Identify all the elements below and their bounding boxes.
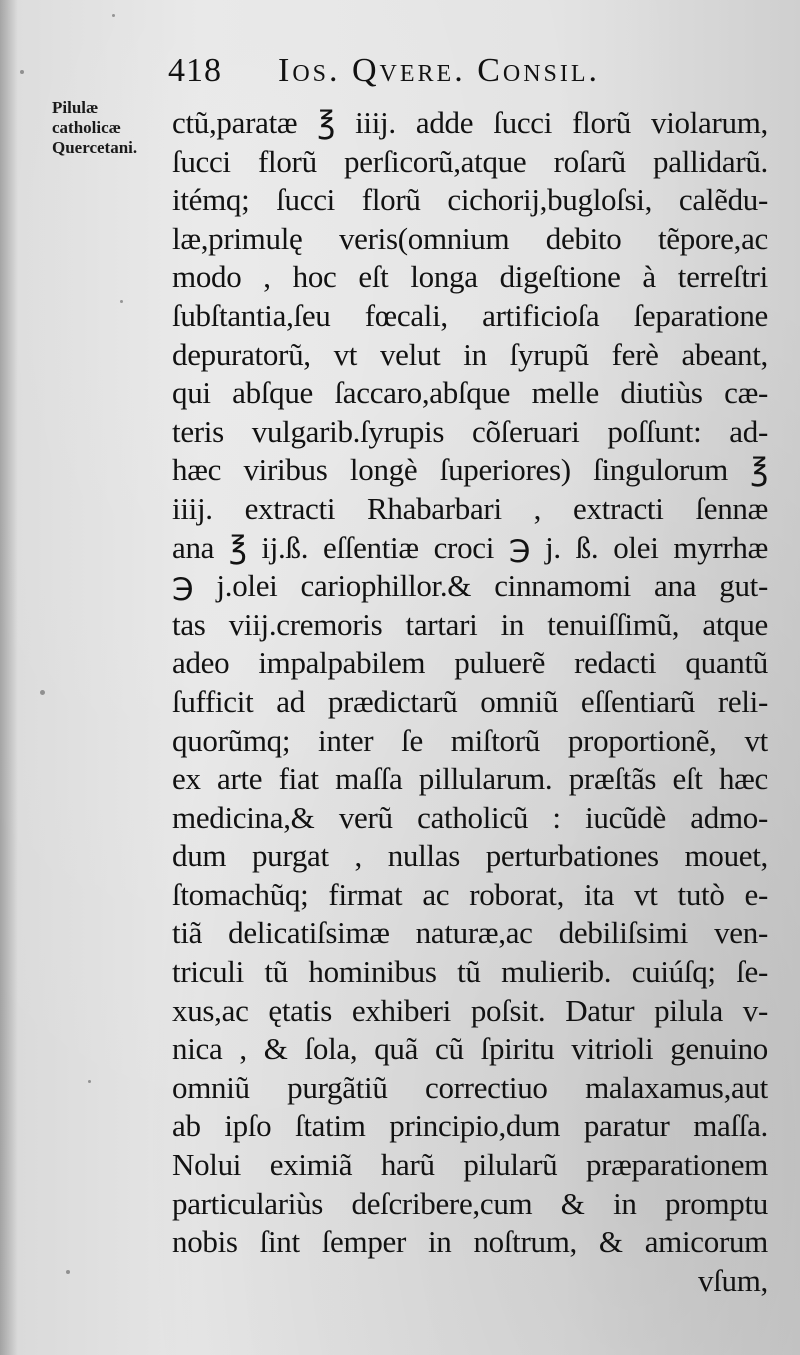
text-line: ſufficit ad prædictarũ omniũ eſſentiarũ reli-: [172, 683, 768, 719]
text-line: dum purgat , nullas perturbationes mouet,: [172, 838, 768, 874]
text-line: ana ℥ ij.ß. eſſentiæ croci ℈ j. ß. olei myrrhæ: [172, 529, 768, 565]
text-line: depuratorũ, vt velut in ſyrupũ ferè abeant,: [172, 336, 768, 372]
running-head: Ios. Qvere. Consil.: [278, 52, 601, 89]
text-line: omniũ purgãtiũ correctiuo malaxamus,aut: [172, 1069, 768, 1105]
page-gutter-shadow: [0, 0, 18, 1355]
text-line: medicina,& verũ catholicũ : iucũdè admo-: [172, 799, 768, 835]
text-line: modo , hoc eſt longa digeſtione à terreſtri: [172, 259, 768, 295]
marginal-note-line: Pilulæ: [52, 98, 99, 117]
text-line: itémq; ſucci florũ cichorij,bugloſsi, calẽdu-: [172, 182, 768, 218]
catchword: vſum,: [698, 1262, 768, 1298]
text-line: nica , & ſola, quã cũ ſpiritu vitrioli genuino: [172, 1031, 768, 1067]
text-line: hæc viribus longè ſuperiores) ſingulorum ℥: [172, 452, 768, 488]
text-line: adeo impalpabilem puluerẽ redacti quantũ: [172, 645, 768, 681]
paper-speck: [88, 1080, 91, 1083]
text-line: teris vulgarib.ſyrupis cõſeruari poſſunt: ad-: [172, 413, 768, 449]
marginal-note-line: Quercetani.: [52, 138, 138, 157]
text-line: Nolui eximiã harũ pilularũ præparationem: [172, 1147, 768, 1183]
text-line: quorũmq; inter ſe miſtorũ proportionẽ, vt: [172, 722, 768, 758]
text-line: ab ipſo ſtatim principio,dum paratur maſſa.: [172, 1108, 768, 1144]
paper-speck: [66, 1270, 70, 1274]
paper-speck: [20, 70, 24, 74]
text-line: læ,primulę veris(omnium debito tẽpore,ac: [172, 220, 768, 256]
text-line: ſucci florũ perſicorũ,atque roſarũ pallidarũ.: [172, 143, 768, 179]
page-header: [168, 52, 768, 98]
text-line: ex arte fiat maſſa pillularum. præſtãs eſt hæc: [172, 761, 768, 797]
paper-speck: [120, 300, 123, 303]
text-line: ctũ,paratæ ℥ iiij. adde ſucci florũ violarum,: [172, 105, 768, 140]
text-line: tiã delicatiſsimæ naturæ,ac debiliſsimi ven-: [172, 915, 768, 951]
marginal-note-line: catholicæ: [52, 118, 121, 137]
text-line: ſtomachũq; firmat ac roborat, ita vt tutò e-: [172, 876, 768, 912]
text-line: ℈ j.olei cariophillor.& cinnamomi ana gut-: [172, 568, 768, 604]
page-number: 418: [168, 52, 222, 89]
text-line: iiij. extracti Rhabarbari , extracti ſennæ: [172, 490, 768, 526]
text-line: qui abſque ſaccaro,abſque melle diutiùs cæ-: [172, 375, 768, 411]
paper-speck: [40, 690, 45, 695]
text-line: particulariùs deſcribere,cum & in promptu: [172, 1185, 768, 1221]
text-line: triculi tũ hominibus tũ mulierib. cuiúſq; ſe-: [172, 954, 768, 990]
body-text: [172, 104, 768, 1300]
text-line: tas viij.cremoris tartari in tenuiſſimũ, atque: [172, 606, 768, 642]
text-line: ſubſtantia,ſeu fœcali, artificioſa ſeparatione: [172, 297, 768, 333]
marginal-note: [52, 98, 164, 158]
text-line: nobis ſint ſemper in noſtrum, & amicorum: [172, 1224, 768, 1260]
text-line: xus,ac ętatis exhiberi poſsit. Datur pilula v-: [172, 992, 768, 1028]
paper-speck: [112, 14, 115, 17]
